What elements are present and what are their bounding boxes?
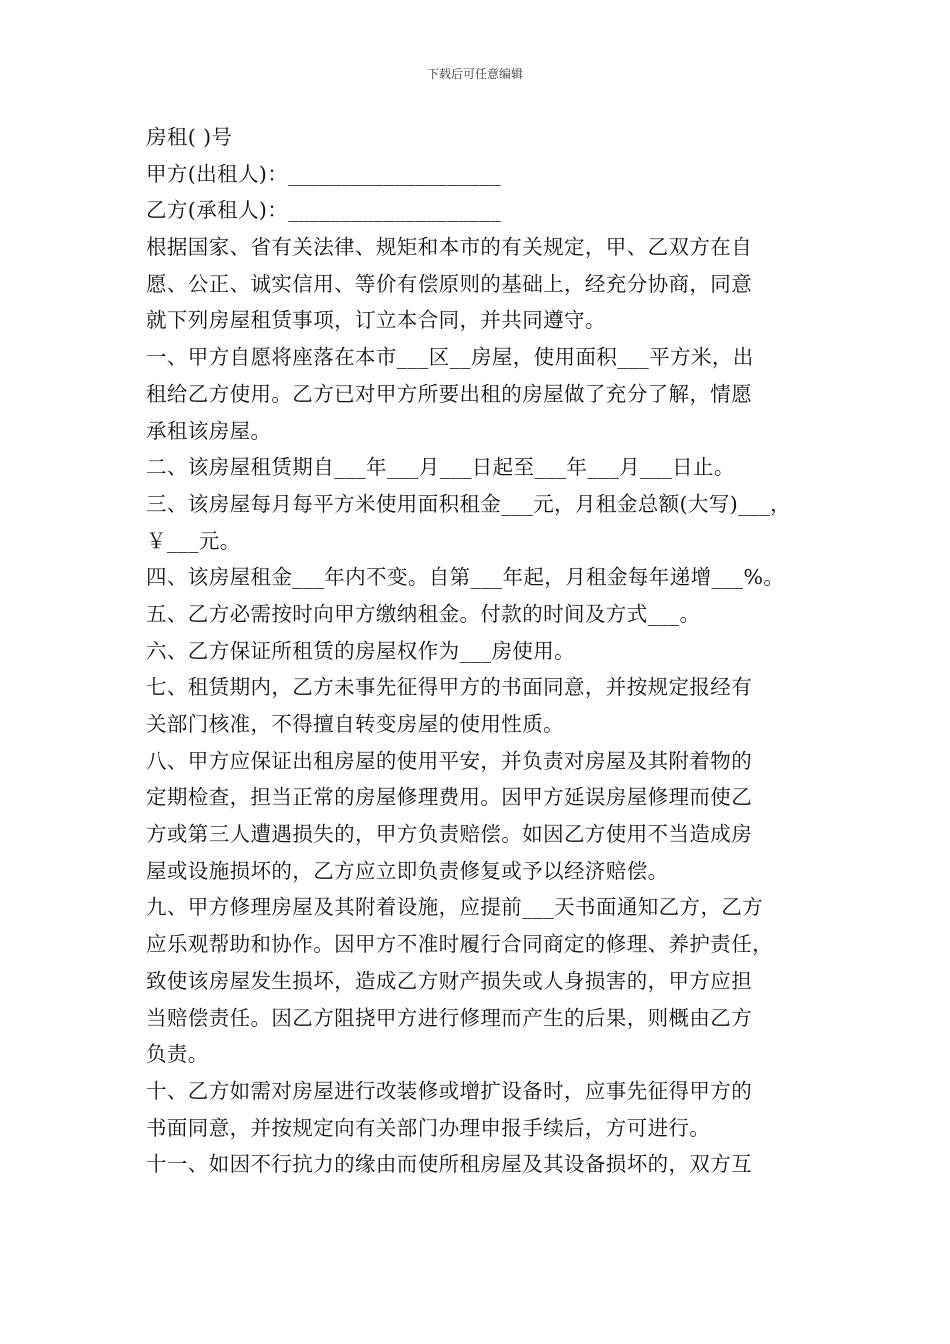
page-header-note: 下载后可任意编辑 (426, 67, 523, 81)
clause-2-line: 二、该房屋租赁期自___年___月___日起至___年___月___日止。 (146, 455, 735, 480)
clause-5-line: 五、乙方必需按时向甲方缴纳租金。付款的时间及方式___。 (146, 601, 701, 626)
text-line: 租给乙方使用。乙方已对甲方所要出租的房屋做了充分了解，情愿 (146, 381, 753, 406)
text-line: 根据国家、省有关法律、规矩和本市的有关规定，甲、乙双方在自 (146, 235, 753, 260)
text-line: 承租该房屋。 (146, 418, 272, 443)
party-a-line: 甲方(出租人)：____________________ (146, 161, 502, 186)
text-line: 方或第三人遭遇损失的，甲方负责赔偿。如因乙方使用不当造成房 (146, 822, 753, 847)
text-line: ￥___元。 (146, 528, 241, 553)
contract-number-line: 房租( )号 (146, 125, 233, 149)
text-line: 愿、公正、诚实信用、等价有偿原则的基础上，经充分协商，同意 (146, 271, 753, 296)
text-line: 致使该房屋发生损坏，造成乙方财产损失或人身损害的，甲方应担 (146, 968, 753, 993)
text-line: 应乐观帮助和协作。因甲方不准时履行合同商定的修理、养护责任， (146, 932, 773, 957)
text-line: 负责。 (146, 1042, 209, 1067)
clause-4-line: 四、该房屋租金___年内不变。自第___年起，月租金每年递增___%。 (146, 565, 785, 590)
text-line: 屋或设施损坏的，乙方应立即负责修复或予以经济赔偿。 (146, 858, 669, 883)
clause-10-line: 十、乙方如需对房屋进行改装修或增扩设备时，应事先征得甲方的 (146, 1078, 753, 1103)
text-line: 关部门核准，不得擅自转变房屋的使用性质。 (146, 712, 564, 736)
text-line: 定期检查，担当正常的房屋修理费用。因甲方延误房屋修理而使乙 (146, 785, 753, 810)
text-line: 当赔偿责任。因乙方阻挠甲方进行修理而产生的后果，则概由乙方 (146, 1005, 753, 1030)
party-b-line: 乙方(承租人)：____________________ (146, 198, 502, 223)
clause-1-line: 一、甲方自愿将座落在本市___区__房屋，使用面积___平方米，出 (146, 345, 754, 370)
contract-body (146, 119, 806, 1183)
clause-7-line: 七、租赁期内，乙方未事先征得甲方的书面同意，并按规定报经有 (146, 675, 753, 700)
clause-9-line: 九、甲方修理房屋及其附着设施，应提前___天书面通知乙方，乙方 (146, 895, 764, 920)
text-line: 就下列房屋租赁事项，订立本合同，并共同遵守。 (146, 308, 606, 333)
clause-3-line: 三、该房屋每月每平方米使用面积租金___元，月租金总额(大写)___， (146, 491, 791, 516)
clause-8-line: 八、甲方应保证出租房屋的使用平安，并负责对房屋及其附着物的 (146, 748, 753, 773)
text-line: 书面同意，并按规定向有关部门办理申报手续后，方可进行。 (146, 1115, 711, 1140)
clause-6-line: 六、乙方保证所租赁的房屋权作为___房使用。 (146, 638, 576, 663)
clause-11-line: 十一、如因不行抗力的缘由而使所租房屋及其设备损坏的，双方互 (146, 1152, 753, 1177)
